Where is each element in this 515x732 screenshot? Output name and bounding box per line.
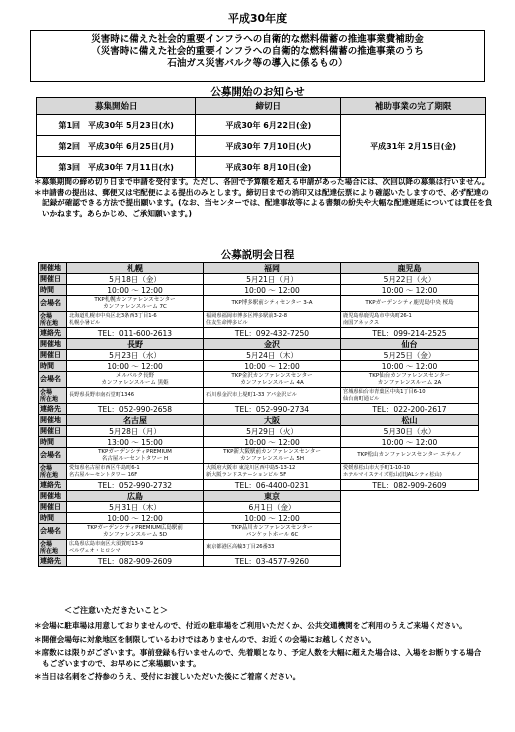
venue-time: 10:00 〜 12:00 <box>341 285 479 296</box>
venue-address: 鹿児島県鹿児島市中央町26-1 南国アネックス <box>341 312 479 328</box>
program-title-line: 石油ガス災害バルク等の導入に係るもの） <box>167 58 348 69</box>
venue-date: 5月22日（火） <box>341 274 479 285</box>
venue-city: 松山 <box>341 415 479 426</box>
venue-tel: TEL：092-432-7250 <box>204 328 341 339</box>
venue-date: 5月25日（金） <box>341 350 479 361</box>
briefing-row <box>39 263 479 274</box>
schedule-start: 第1回 平成30年 5月23日(水) <box>37 115 196 136</box>
venue-date: 5月30日（水） <box>341 426 479 437</box>
empty-cell <box>341 491 479 502</box>
program-title-box <box>30 30 485 82</box>
briefing-row <box>39 524 479 540</box>
venue-tel: TEL：03-4577-9260 <box>204 556 341 567</box>
venue-city: 鹿児島 <box>341 263 479 274</box>
venue-tel: TEL：082-909-2609 <box>341 480 479 491</box>
venue-time: 10:00 〜 12:00 <box>204 361 341 372</box>
venue-city: 広島 <box>67 491 204 502</box>
venue-city: 福岡 <box>204 263 341 274</box>
empty-cell <box>341 540 479 556</box>
venue-address: 石川県金沢市上堤町1-33 アパ金沢ビル <box>204 388 341 404</box>
venue-date: 5月18日（金） <box>67 274 204 285</box>
venue-city: 仙台 <box>341 339 479 350</box>
venue-tel: TEL：082-909-2609 <box>67 556 204 567</box>
briefing-row <box>39 404 479 415</box>
venue-time: 10:00 〜 12:00 <box>204 285 341 296</box>
venue-address: 東京都港区高輪3丁目26番33 <box>204 540 341 556</box>
venue-address: 大阪府大阪市 東淀川区西中島5-13-12 新大阪ランドステーションビル 5F <box>204 464 341 480</box>
program-title-line: 災害時に備えた社会的重要インフラへの自衛的な燃料備蓄の推進事業費補助金 <box>91 34 424 45</box>
briefing-label-venue: 会場名 <box>39 524 67 540</box>
venue-date: 5月28日（月） <box>67 426 204 437</box>
venue-address: 愛媛県松山市大手町1-10-10 ホテルマイステイズ松山(旧JALシティ松山) <box>341 464 479 480</box>
briefing-schedule-table <box>38 262 479 567</box>
briefing-row <box>39 361 479 372</box>
briefing-row <box>39 437 479 448</box>
venue-address: 福岡県福岡市博多区博多駅前3-2-8 住友生命博多ビル <box>204 312 341 328</box>
note-item: ＊募集期間の締め切り日まで申請を受付ます。ただし、各回で予算額を超える申請があった場合には、次回以降の募集は行いません。 <box>34 177 490 186</box>
venue-tel: TEL：052-990-2658 <box>67 404 204 415</box>
venue-venue: TKP博多駅前シティセンター 3-A <box>204 296 341 312</box>
briefing-row <box>39 415 479 426</box>
venue-city: 長野 <box>67 339 204 350</box>
briefing-label-date: 開催日 <box>39 426 67 437</box>
briefing-label-venue: 会場名 <box>39 372 67 388</box>
venue-city: 大阪 <box>204 415 341 426</box>
briefing-label-place: 開催地 <box>39 339 67 350</box>
venue-venue: TKP仙台カンファレンスセンター カンファレンスルーム 2A <box>341 372 479 388</box>
empty-cell <box>341 513 479 524</box>
venue-time: 10:00 〜 12:00 <box>67 513 204 524</box>
briefing-row <box>39 480 479 491</box>
briefing-row <box>39 285 479 296</box>
briefing-row <box>39 350 479 361</box>
venue-date: 5月29日（火） <box>204 426 341 437</box>
briefing-label-contact: 連絡先 <box>39 480 67 491</box>
caution-list <box>34 621 484 686</box>
venue-city: 金沢 <box>204 339 341 350</box>
schedule-start: 第2回 平成30年 6月25日(月) <box>37 136 196 157</box>
venue-tel: TEL：06-4400-0231 <box>204 480 341 491</box>
venue-venue: TKPガーデンシティPREMIUM広島駅前 カンファレンスルーム 5D <box>67 524 204 540</box>
briefing-row <box>39 274 479 285</box>
briefing-label-place: 開催地 <box>39 263 67 274</box>
venue-venue: TKP新大阪駅前カンファレンスセンター カンファレンスルーム 5H <box>204 448 341 464</box>
briefing-section-title: 公募説明会日程 <box>220 249 295 261</box>
briefing-row <box>39 491 479 502</box>
fiscal-year-title: 平成30年度 <box>227 12 288 25</box>
briefing-row <box>39 312 479 328</box>
venue-time: 10:00 〜 12:00 <box>67 285 204 296</box>
briefing-label-address: 会場 所在地 <box>39 464 67 480</box>
venue-tel: TEL：099-214-2525 <box>341 328 479 339</box>
schedule-table <box>36 97 486 178</box>
venue-city: 東京 <box>204 491 341 502</box>
venue-time: 10:00 〜 12:00 <box>341 361 479 372</box>
briefing-label-time: 時間 <box>39 513 67 524</box>
venue-venue: TKP松山カンファレンスセンター エテルノ <box>341 448 479 464</box>
caution-item: ＊会場に駐車場は用意しておりませんので、付近の駐車場をご利用いただくか、公共交通機関をご利用のうえご来場ください。 <box>34 621 467 630</box>
briefing-row <box>39 339 479 350</box>
venue-address: 北海道札幌市中央区北3条西3丁目1-6 札幌小暑ビル <box>67 312 204 328</box>
schedule-end: 平成30年 8月10日(金) <box>196 157 341 178</box>
caution-item: ＊当日は名刺をご持参のうえ、受付にお渡しいただいた後にご着席ください。 <box>34 672 301 681</box>
venue-time: 10:00 〜 12:00 <box>67 361 204 372</box>
venue-date: 5月23日（水） <box>67 350 204 361</box>
briefing-label-contact: 連絡先 <box>39 404 67 415</box>
briefing-row <box>39 328 479 339</box>
schedule-row <box>37 115 486 136</box>
empty-cell <box>341 556 479 567</box>
venue-address: 愛知県名古屋市西区牛島町6-1 名古屋ルーセントタワー 16F <box>67 464 204 480</box>
completion-deadline: 平成31年 2月15日(金) <box>341 115 486 178</box>
venue-time: 10:00 〜 12:00 <box>341 437 479 448</box>
venue-date: 6月1日（金） <box>204 502 341 513</box>
caution-item: ＊席数には限りがございます。事前登録も行いませんので、先着順となり、予定人数を大幅に超えた場合は、入場をお断りする場合もございますので、お早めにご来場願います。 <box>34 648 482 668</box>
venue-tel: TEL：052-990-2734 <box>204 404 341 415</box>
briefing-label-time: 時間 <box>39 285 67 296</box>
briefing-label-date: 開催日 <box>39 502 67 513</box>
briefing-row <box>39 464 479 480</box>
venue-city: 札幌 <box>67 263 204 274</box>
briefing-row <box>39 372 479 388</box>
venue-address: 広島県広島市南区大須賀町13-9 ベルヴェオ・ヒロシマ <box>67 540 204 556</box>
venue-venue: TKPガーデンシティ鹿児島中央 桜島 <box>341 296 479 312</box>
schedule-header-start: 募集開始日 <box>37 98 196 115</box>
venue-venue: TKP札幌カンファレンスセンター カンファレンスルーム 7C <box>67 296 204 312</box>
empty-cell <box>341 524 479 540</box>
briefing-row <box>39 502 479 513</box>
briefing-label-address: 会場 所在地 <box>39 388 67 404</box>
schedule-end: 平成30年 7月10日(火) <box>196 136 341 157</box>
briefing-label-date: 開催日 <box>39 350 67 361</box>
venue-venue: メルパルク長野 カンファレンスルーム 黒姫 <box>67 372 204 388</box>
briefing-label-address: 会場 所在地 <box>39 312 67 328</box>
briefing-row <box>39 513 479 524</box>
briefing-label-address: 会場 所在地 <box>39 540 67 556</box>
briefing-row <box>39 426 479 437</box>
venue-time: 10:00 〜 12:00 <box>204 513 341 524</box>
schedule-start: 第3回 平成30年 7月11日(水) <box>37 157 196 178</box>
briefing-label-time: 時間 <box>39 361 67 372</box>
schedule-section-title: 公募開始のお知らせ <box>210 86 305 98</box>
briefing-row <box>39 388 479 404</box>
venue-time: 10:00 〜 12:00 <box>204 437 341 448</box>
venue-address: 宮城県仙台市青葉区中央1丁目6-10 仙台南町通ビル <box>341 388 479 404</box>
briefing-row <box>39 448 479 464</box>
briefing-label-place: 開催地 <box>39 491 67 502</box>
briefing-row <box>39 540 479 556</box>
venue-venue: TKP品川カンファレンスセンター バンケットホール 6C <box>204 524 341 540</box>
venue-date: 5月24日（木） <box>204 350 341 361</box>
application-notes <box>34 177 494 219</box>
briefing-label-place: 開催地 <box>39 415 67 426</box>
schedule-end: 平成30年 6月22日(金) <box>196 115 341 136</box>
briefing-row <box>39 556 479 567</box>
venue-address: 長野県長野市南石堂町1346 <box>67 388 204 404</box>
venue-tel: TEL：011-600-2613 <box>67 328 204 339</box>
briefing-label-venue: 会場名 <box>39 448 67 464</box>
briefing-label-date: 開催日 <box>39 274 67 285</box>
empty-cell <box>341 502 479 513</box>
venue-time: 13:00 〜 15:00 <box>67 437 204 448</box>
briefing-label-contact: 連絡先 <box>39 556 67 567</box>
venue-tel: TEL：022-200-2617 <box>341 404 479 415</box>
venue-date: 5月31日（木） <box>67 502 204 513</box>
venue-tel: TEL：052-990-2732 <box>67 480 204 491</box>
note-item: ＊申請書の提出は、郵便又は宅配便による提出のみとします。締切日までの消印又は配達伝票により確認いたしますので、必ず配達の記録が確認できる方法で提出願います。(なお、当センターでは、配達事故等による書類の紛失や大幅な配達遅延については責任を負いかねます。あらかじめ、ご承知願います。) <box>34 187 493 218</box>
program-title-line: （災害時に備えた社会的重要インフラへの自衛的な燃料備蓄の推進事業のうち <box>91 46 424 57</box>
venue-date: 5月21日（月） <box>204 274 341 285</box>
venue-city: 名古屋 <box>67 415 204 426</box>
briefing-label-venue: 会場名 <box>39 296 67 312</box>
schedule-header-deadline: 補助事業の完了期限 <box>341 98 486 115</box>
schedule-header-end: 締切日 <box>196 98 341 115</box>
briefing-label-contact: 連絡先 <box>39 328 67 339</box>
venue-venue: TKPガーデンシティPREMIUM 名古屋ルーセントタワー H <box>67 448 204 464</box>
caution-item: ＊開催会場毎に対象地区を制限しているわけではありませんので、お近くの会場にお越しください。 <box>34 634 376 644</box>
caution-title: ＜ご注意いただきたいこと＞ <box>64 606 168 615</box>
venue-venue: TKP金沢カンファレンスセンター カンファレンスルーム 4A <box>204 372 341 388</box>
briefing-row <box>39 296 479 312</box>
briefing-label-time: 時間 <box>39 437 67 448</box>
